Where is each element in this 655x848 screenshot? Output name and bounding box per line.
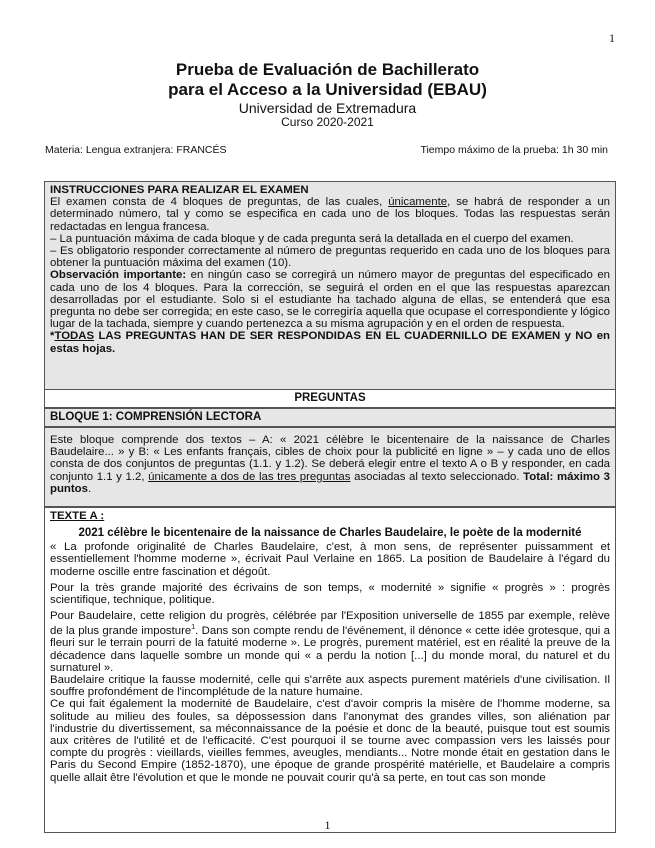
instructions-paragraph-1: El examen consta de 4 bloques de preguntas, de las cuales, únicamente, se habrá de responder a un determinado número, tal y como se especifica en cada uno de los bloques. Todas las respuestas serán redactadas en lengua francesa. [50, 196, 610, 233]
exam-header [0, 60, 655, 129]
instructions-paragraph-3: – Es obligatorio responder correctamente al número de preguntas requerido en cada uno de los bloques para obtener la puntuación máxima del examen (10). [50, 245, 610, 270]
texte-a-paragraph-5: Ce qui fait également la modernité de Baudelaire, c'est d'avoir compris la misère de l'homme moderne, sa solitude au milieu des foules, sa dépossession dans l'anonymat des grandes villes, son aliénation par l'industrie du divertissement, sa méconnaissance de la poésie et donc de la beauté, puisque tout est soumis aux critères de l'utilité et de l'efficacité. C'est pourquoi il se tourne avec compassion vers les laissés pour compte du progrès : vieillards, vieilles femmes, aveugles, mendiants... Notre monde était en gestation dans le Paris du Second Empire (1852-1870), une époque de grande prospérité matérielle, et Baudelaire a compris quelle allait être l'évolution et que le monde ne pouvait courir qu'à sa perte, en tout cas son monde [50, 698, 610, 784]
answer-booklet-notice: *TODAS LAS PREGUNTAS HAN DE SER RESPONDIDAS EN EL CUADERNILLO DE EXAMEN y NO en estas hojas. [50, 330, 610, 355]
footnote-marker: 1 [191, 624, 196, 632]
bloque-1-heading: BLOQUE 1: COMPRENSIÓN LECTORA [44, 408, 616, 427]
page-number-top: 1 [609, 31, 615, 45]
texte-a-label: TEXTE A : [50, 510, 105, 522]
instructions-paragraph-2: – La puntuación máxima de cada bloque y de cada pregunta será la detallada en el cuerpo del examen. [50, 232, 574, 245]
bloque-1-text: Este bloque comprende dos textos – A: « 2021 célèbre le bicentenaire de la naissance de Charles Baudelaire... » y B: « Les enfants français, cibles de choix pour la publicité en ligne » – y cada uno de ellos consta de dos conjuntos de preguntas (1.1. y 1.2). Se deberá elegir entre el texto A o B y responder, en cada conjunto 1.1 y 1.2, únicamente a dos de las tres preguntas asociadas al texto seleccionado. Total: máximo 3 puntos. [50, 434, 610, 495]
bloque-1-description [44, 427, 616, 507]
texte-a-paragraph-4: Baudelaire critique la fausse modernité, celle qui s'arrête aux aspects purement matériels d'une civilisation. Il souffre profondément de l'incomplétude de la nature humaine. [50, 674, 610, 699]
observation-paragraph: Observación importante: en ningún caso se corregirá un número mayor de preguntas del especificado en cada uno de los 4 bloques. Para la corrección, se seguirá el orden en el que las respuestas aparezcan desarrolladas por el estudiante. Solo si el estudiante ha tachado alguna de ellas, se entenderá que esa pregunta no debe ser corregida; en este caso, se le corregiría aquella que ocupase el correspondiente y lógico lugar de la tachada, siempre y cuando pertenezca a su misma agrupación y en el orden de respuesta. [50, 269, 610, 331]
page-number-bottom: 1 [324, 818, 331, 832]
title-line-2: para el Acceso a la Universidad (EBAU) [168, 80, 487, 99]
university-name: Universidad de Extremadura [238, 100, 417, 116]
instructions-heading: INSTRUCCIONES PARA REALIZAR EL EXAMEN [50, 184, 309, 196]
texte-a-box [44, 507, 616, 833]
texte-a-paragraph-2: Pour la très grande majorité des écrivains de son temps, « modernité » signifie « progrès » : progrès scientifique, technique, politique. [50, 581, 610, 607]
texte-a-title: 2021 célèbre le bicentenaire de la naissance de Charles Baudelaire, le poète de la modernité [78, 527, 582, 540]
time-limit-label: Tiempo máximo de la prueba: 1h 30 min [420, 144, 608, 156]
course-year: Curso 2020-2021 [281, 115, 374, 129]
texte-a-paragraph-3: Pour Baudelaire, cette religion du progrès, célébrée par l'Exposition universelle de 1855 par exemple, relève de la plus grande imposture$^1$. Dans son compte rendu de l'événement, il dénonce « cette idée grotesque, qui a fleuri sur le terrain pourri de la fatuité moderne ». Le progrès, purement matériel, est en réalité la preuve de la décadence dans laquelle sombre un monde qui « a perdu la notion [...] du monde moral, du naturel et du surnaturel ». [50, 610, 610, 674]
preguntas-header: PREGUNTAS [44, 389, 616, 408]
texte-a-paragraph-1: « La profonde originalité de Charles Baudelaire, c'est, à mon sens, de représenter puissamment et essentiellement l'homme moderne », écrivait Paul Verlaine en 1865. La position de Baudelaire à l'égard du moderne oscille entre fascination et dégoût. [50, 541, 610, 578]
instructions-box [44, 181, 616, 392]
title-line-1: Prueba de Evaluación de Bachillerato [175, 60, 480, 79]
subject-label: Materia: Lengua extranjera: FRANCÉS [45, 144, 227, 156]
